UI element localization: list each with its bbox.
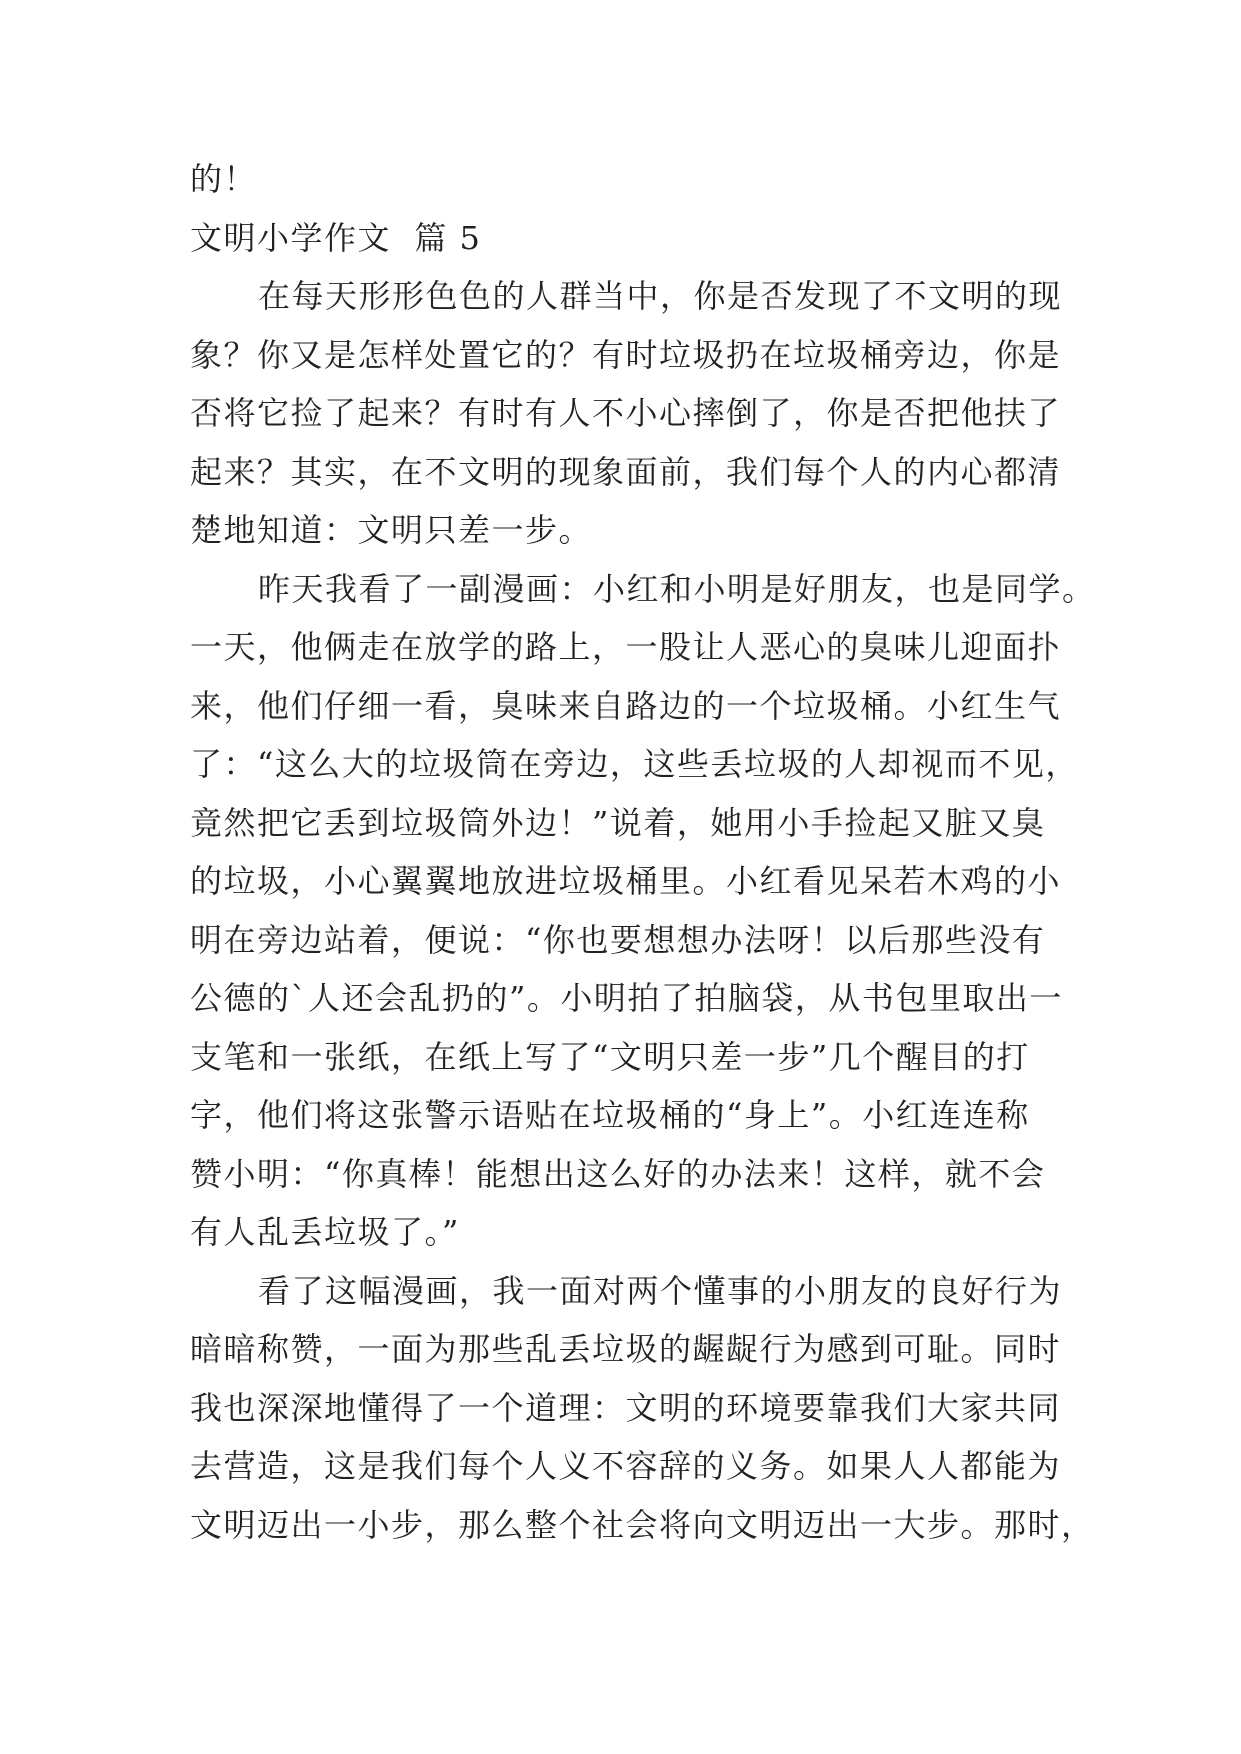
paragraph-line: 支笔和一张纸，在纸上写了“文明只差一步”几个醒目的打: [190, 1037, 1030, 1076]
paragraph-line: 有人乱丢垃圾了。”: [190, 1213, 460, 1251]
paragraph-line: 暗暗称赞，一面为那些乱丢垃圾的龌龊行为感到可耻。同时: [190, 1330, 1062, 1368]
paragraph-line: 竟然把它丢到垃圾筒外边！”说着，她用小手捡起又脏又臭: [190, 803, 1046, 842]
paragraph-line: 否将它捡了起来？有时有人不小心摔倒了，你是否把他扶了: [190, 394, 1062, 432]
paragraphs-container: [190, 267, 1096, 1554]
paragraph-line: 一天，他俩走在放学的路上，一股让人恶心的臭味儿迎面扑: [190, 628, 1062, 666]
paragraph-line: 去营造，这是我们每个人义不容辞的义务。如果人人都能为: [190, 1447, 1062, 1485]
section-heading: 文明小学作文 篇 5: [190, 218, 482, 257]
paragraph-line: 了：“这么大的垃圾筒在旁边，这些丢垃圾的人却视而不见，: [190, 745, 1079, 783]
paragraph: [190, 560, 1096, 1262]
paragraph-line: 文明迈出一小步，那么整个社会将向文明迈出一大步。那时，: [190, 1505, 1095, 1544]
paragraph-line: 昨天我看了一副漫画：小红和小明是好朋友，也是同学。: [258, 569, 1096, 608]
paragraph: [190, 1262, 1095, 1555]
paragraph-line: 我也深深地懂得了一个道理：文明的环境要靠我们大家共同: [190, 1388, 1062, 1427]
paragraph-line: 赞小明：“你真棒！能想出这么好的办法来！这样，就不会: [190, 1154, 1046, 1193]
paragraph-line: 在每天形形色色的人群当中，你是否发现了不文明的现: [258, 277, 1063, 315]
continuation-text: 的！: [190, 160, 258, 198]
paragraph-line: 的垃圾，小心翼翼地放进垃圾桶里。小红看见呆若木鸡的小: [190, 862, 1062, 900]
paragraph-line: 起来？其实，在不文明的现象面前，我们每个人的内心都清: [190, 452, 1062, 491]
paragraph-line: 看了这幅漫画，我一面对两个懂事的小朋友的良好行为: [258, 1271, 1063, 1310]
paragraph-line: 公德的`人还会乱扔的”。小明拍了拍脑袋，从书包里取出一: [190, 979, 1063, 1017]
document-body: [190, 150, 1096, 1554]
paragraph-line: 字，他们将这张警示语贴在垃圾桶的“身上”。小红连连称: [190, 1096, 1030, 1134]
paragraph-line: 来，他们仔细一看，臭味来自路边的一个垃圾桶。小红生气: [190, 686, 1062, 725]
paragraph: [190, 267, 1063, 560]
paragraph-line: 明在旁边站着，便说：“你也要想想办法呀！以后那些没有: [190, 920, 1046, 959]
paragraph-line: 象？你又是怎样处置它的？有时垃圾扔在垃圾桶旁边，你是: [190, 335, 1062, 374]
paragraph-line: 楚地知道：文明只差一步。: [190, 511, 593, 549]
